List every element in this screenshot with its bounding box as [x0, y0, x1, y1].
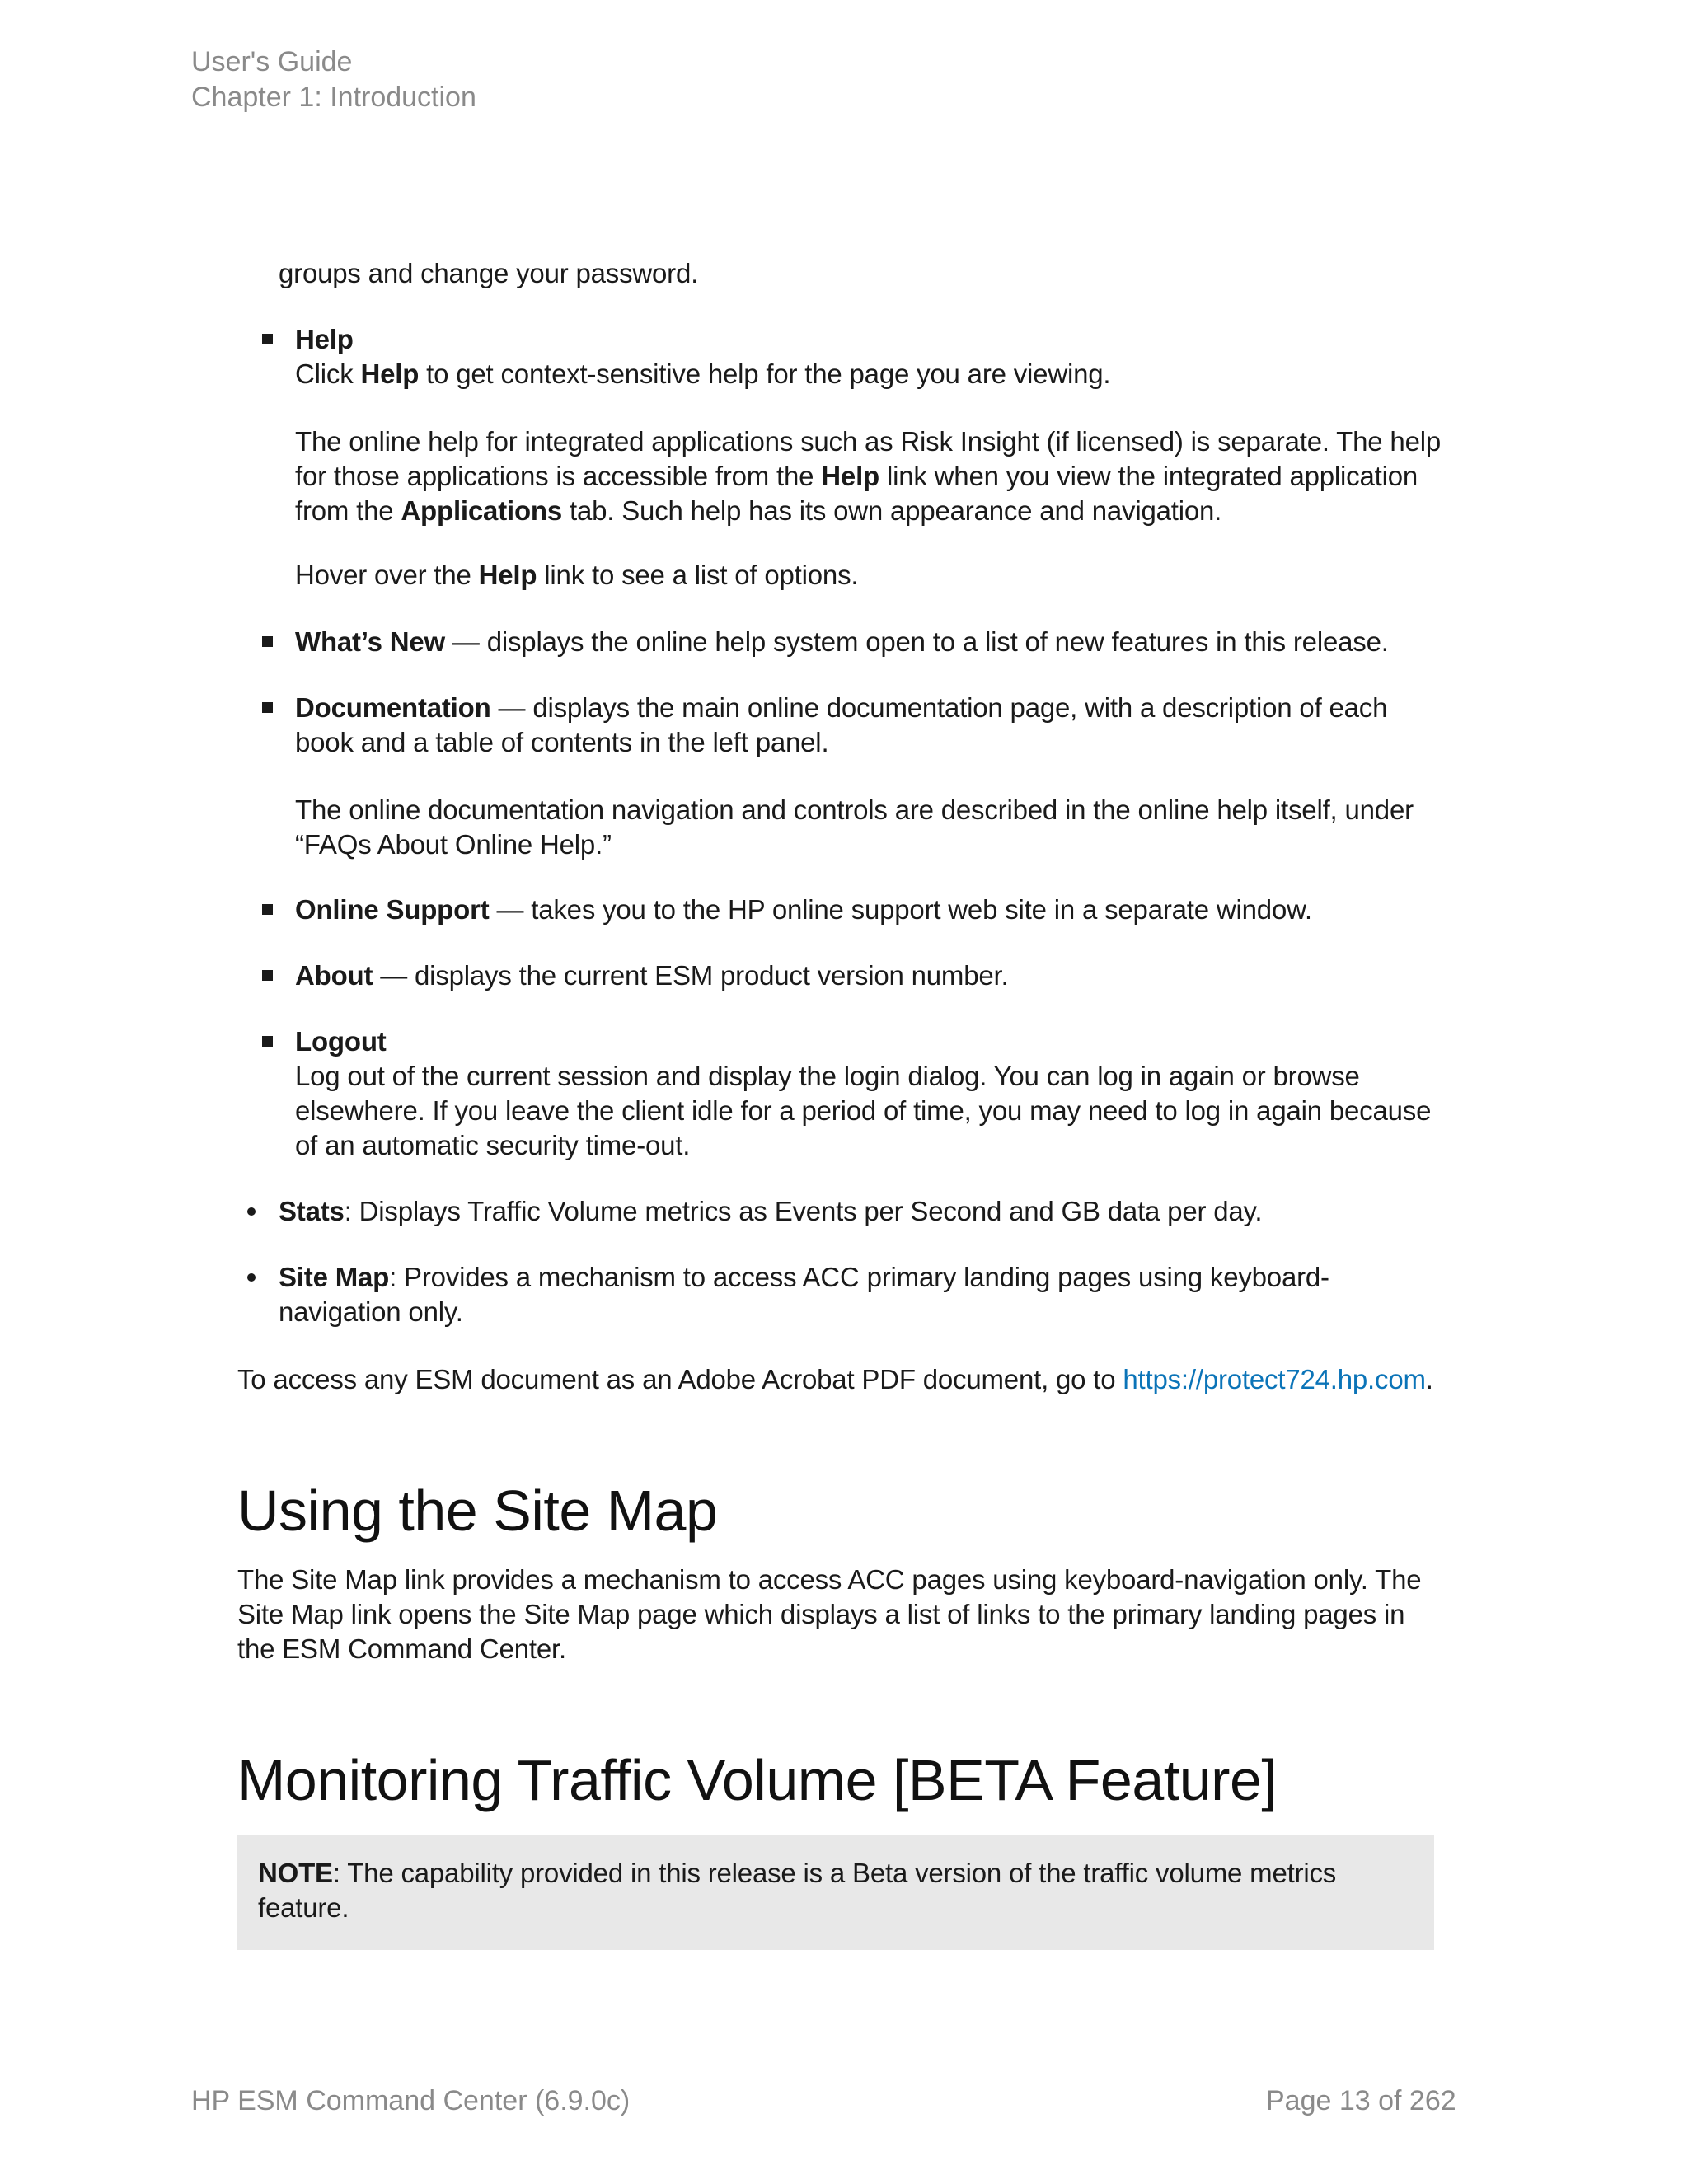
- round-bullet-icon: [247, 1273, 256, 1282]
- stats-item: Stats: Displays Traffic Volume metrics as Events per Second and GB data per day.: [279, 1196, 1263, 1226]
- note-text: NOTE: The capability provided in this release is a Beta version of the traffic volume metrics feature.: [258, 1858, 1337, 1923]
- help-paragraph-integrated: The online help for integrated applications such as Risk Insight (if licensed) is separate. The help for those applications is accessible from the Help link when you view the integrated application from the Applications tab. Such help has its own appearance and navigation.: [295, 426, 1442, 526]
- whats-new-item: What’s New — displays the online help system open to a list of new features in this release.: [295, 626, 1389, 657]
- footer-page-number: Page 13 of 262: [1266, 2085, 1456, 2116]
- chapter-title: Chapter 1: Introduction: [191, 82, 476, 113]
- note-label: NOTE: [258, 1858, 333, 1888]
- site-map-paragraph: The Site Map link provides a mechanism to access ACC pages using keyboard-navigation only. The Site Map link opens the Site Map page which displays a list of links to the primary landing pages in the ESM Command Center.: [237, 1564, 1422, 1664]
- logout-description: Log out of the current session and display the login dialog. You can log in again or browse elsewhere. If you leave the client idle for a period of time, you may need to log in again because of an automatic security time-out.: [295, 1061, 1432, 1160]
- about-item: About — displays the current ESM product version number.: [295, 960, 1009, 991]
- round-bullet-icon: [247, 1207, 256, 1216]
- logout-item: [295, 1024, 1449, 1163]
- square-bullet-icon: [262, 1036, 273, 1047]
- documentation-item: Documentation — displays the main online documentation page, with a description of each book and a table of contents in the left panel.: [295, 692, 1388, 757]
- footer-product: HP ESM Command Center (6.9.0c): [191, 2085, 631, 2116]
- section-heading-traffic-volume: Monitoring Traffic Volume [BETA Feature]: [237, 1748, 1278, 1812]
- help-description: Click Help to get context-sensitive help for the page you are viewing.: [295, 359, 1111, 389]
- running-header: [191, 45, 476, 115]
- access-paragraph: To access any ESM document as an Adobe Acrobat PDF document, go to https://protect724.hp.com.: [237, 1364, 1433, 1394]
- help-item: [295, 322, 1449, 391]
- continuation-text: groups and change your password.: [279, 258, 699, 288]
- documentation-paragraph: The online documentation navigation and controls are described in the online help itself, under “FAQs About Online Help.”: [295, 794, 1414, 860]
- site-map-item: Site Map: Provides a mechanism to access ACC primary landing pages using keyboard-navigation only.: [279, 1262, 1329, 1327]
- protect724-link[interactable]: https://protect724.hp.com: [1123, 1364, 1426, 1394]
- logout-title: Logout: [295, 1026, 387, 1057]
- guide-title: User's Guide: [191, 46, 353, 77]
- section-heading-site-map: Using the Site Map: [237, 1479, 718, 1543]
- square-bullet-icon: [262, 334, 273, 344]
- note-box: [237, 1835, 1434, 1950]
- help-paragraph-hover: Hover over the Help link to see a list of options.: [295, 560, 859, 590]
- online-support-item: Online Support — takes you to the HP online support web site in a separate window.: [295, 894, 1312, 925]
- square-bullet-icon: [262, 904, 273, 915]
- help-title: Help: [295, 324, 354, 354]
- square-bullet-icon: [262, 636, 273, 647]
- square-bullet-icon: [262, 970, 273, 981]
- square-bullet-icon: [262, 702, 273, 713]
